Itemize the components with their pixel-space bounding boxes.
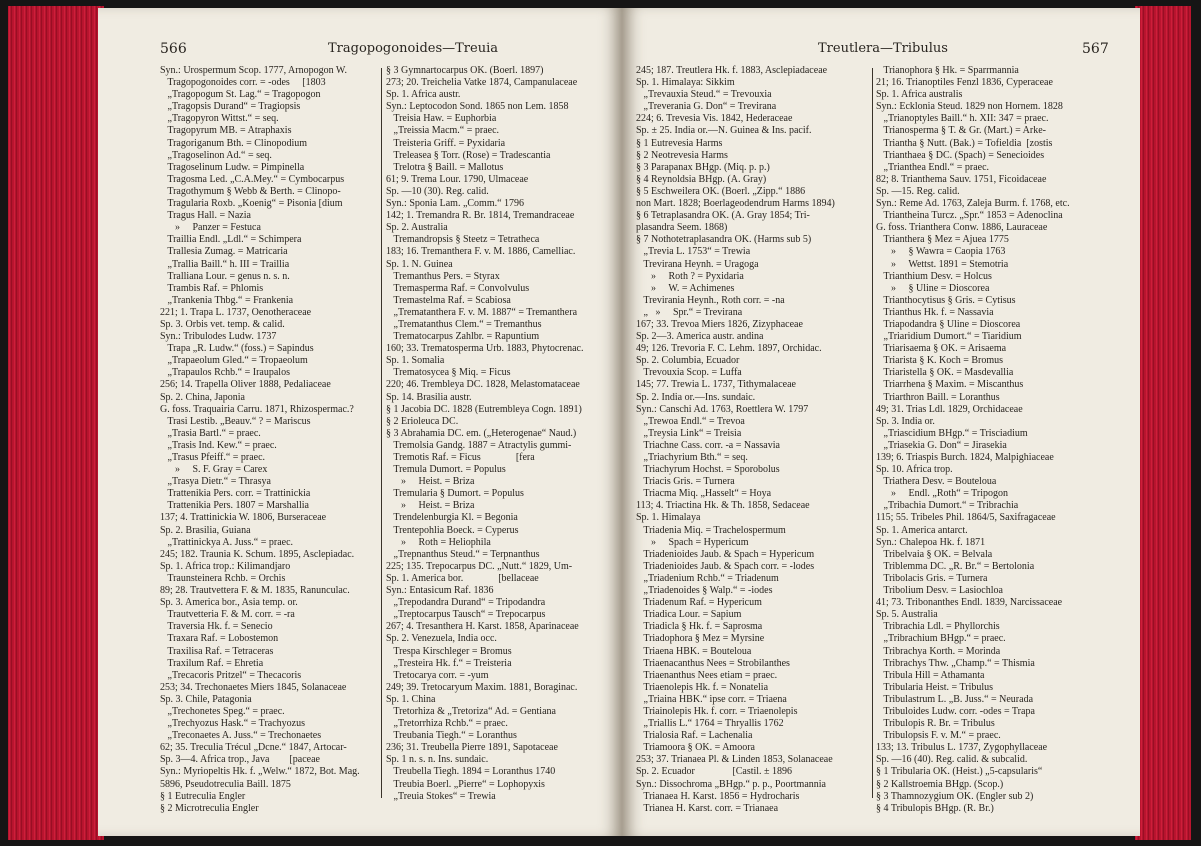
entry-line: Tragopyrum MB. = Atraphaxis (160, 125, 292, 137)
entry-line: Sp. 1. Himalaya (636, 512, 701, 524)
entry-line: „Trevia L. 1753“ = Trewia (636, 246, 751, 258)
entry-line: Triachne Cass. corr. -a = Nassavia (636, 439, 780, 451)
right-column-2 (876, 65, 1122, 815)
entry-line: 49; 126. Trevoria F. C. Lehm. 1897, Orchidac. (636, 343, 822, 355)
entry-line: Sp. 2—3. America austr. andina (636, 331, 764, 343)
entry-line: „Trewoa Endl.“ = Trevoa (636, 415, 745, 427)
page-edges-left (8, 6, 104, 840)
entry-line: Sp. —16 (40). Reg. calid. & subcalid. (876, 754, 1028, 766)
entry-line: » Wettst. 1891 = Stemotria (876, 258, 1009, 270)
entry-line: Tragularia Roxb. „Koenig“ = Pisonia [dium (160, 198, 343, 210)
entry-line: „Triadenium Rchb.“ = Triadenum (636, 572, 779, 584)
entry-line: „Tragopyron Wittst.“ = seq. (160, 113, 279, 125)
column-divider (381, 68, 382, 798)
entry-line: Sp. 1. Africa austr. (386, 89, 461, 101)
entry-line: „Trepodandra Durand“ = Tripodandra (386, 597, 546, 609)
entry-line: „Trapaeolum Gled.“ = Tropaeolum (160, 355, 308, 367)
entry-line: » Spach = Hypericum (636, 536, 749, 548)
entry-line: 183; 16. Tremanthera F. v. M. 1886, Camelliac. (386, 246, 576, 258)
entry-line: Trentepohlia Boeck. = Cyperus (386, 524, 519, 536)
entry-line: § 3 Parapanax BHgp. (Miq. p. p.) (636, 161, 770, 173)
entry-line: „Trechonetes Speg.“ = praec. (160, 705, 285, 717)
entry-line: „Trallia Baill.“ h. III = Traillia (160, 258, 290, 270)
entry-line: „Tragoselinon Ad.“ = seq. (160, 149, 272, 161)
entry-line: Trautvetteria F. & M. corr. = -ra (160, 609, 295, 621)
entry-line: „Trecacoris Pritzel“ = Thecacoris (160, 669, 302, 681)
entry-line: Tretocarya corr. = -yum (386, 669, 489, 681)
entry-line: Triantha § Nutt. (Bak.) = Tofieldia [zostis (876, 137, 1053, 149)
entry-line: Triaena HBK. = Bouteloua (636, 645, 752, 657)
entry-line: 236; 31. Treubella Pierre 1891, Sapotaceae (386, 742, 558, 754)
entry-line: § 3 Gymnartocarpus OK. (Boerl. 1897) (386, 65, 544, 76)
entry-line: „Trechyozus Hask.“ = Trachyozus (160, 718, 305, 730)
entry-line: Sp. 3. Chile, Patagonia (160, 693, 252, 705)
entry-line: Traxilisa Raf. = Tetraceras (160, 645, 274, 657)
entry-line: Tribulopis R. Br. = Tribulus (876, 718, 995, 730)
entry-line: 245; 187. Treutlera Hk. f. 1883, Asclepiadaceae (636, 65, 828, 76)
entry-line: § 2 Microtreculia Engler (160, 802, 259, 814)
entry-line: Tragothymum § Webb & Berth. = Clinopo- (160, 185, 341, 197)
entry-line: Sp. 2. Columbia, Ecuador (636, 355, 740, 367)
entry-line: Trianosperma § T. & Gr. (Mart.) = Arke- (876, 125, 1046, 137)
entry-line: 253; 34. Trechonaetes Miers 1845, Solanaceae (160, 681, 347, 693)
entry-line: „Tribrachium BHgp.“ = praec. (876, 633, 1006, 645)
entry-line: Tribrachia Ldl. = Phyllorchis (876, 621, 1000, 633)
entry-line: § 1 Eutreculia Engler (160, 790, 246, 802)
entry-line: Trattenikia Pers. 1807 = Marshallia (160, 500, 309, 512)
entry-line: „Trematanthera F. v. M. 1887“ = Tremanthera (386, 306, 578, 318)
entry-line: „Trevauxia Steud.“ = Trevouxia (636, 89, 772, 101)
entry-line: Triarisaema § OK. = Arisaema (876, 343, 1007, 355)
left-page-number: 566 (160, 41, 187, 57)
entry-line: Trendelenburgia Kl. = Begonia (386, 512, 518, 524)
entry-line: Trianthocytisus § Gris. = Cytisus (876, 294, 1016, 306)
entry-line: Sp. 1. Himalaya: Sikkim (636, 77, 735, 89)
entry-line: Syn.: Entasicum Raf. 1836 (386, 585, 494, 597)
entry-line: » Endl. „Roth“ = Tripogon (876, 488, 1009, 500)
entry-line: Sp. 3. Orbis vet. temp. & calid. (160, 318, 285, 330)
entry-line: Trambis Raf. = Phlomis (160, 282, 264, 294)
entry-line: „Triaina HBK.“ ipse corr. = Triaena (636, 693, 787, 705)
entry-line: Tragoriganum Bth. = Clinopodium (160, 137, 308, 149)
entry-line: „Treissia Macm.“ = praec. (386, 125, 500, 137)
entry-line: „ » Spr.“ = Trevirana (636, 306, 743, 318)
entry-line: § 4 Tribulopis BHgp. (R. Br.) (876, 802, 994, 814)
entry-line: § 3 Thamnozygium OK. (Engler sub 2) (876, 790, 1034, 802)
entry-line: § 4 Reynoldsia BHgp. (A. Gray) (636, 173, 767, 185)
entry-line: Tremastelma Raf. = Scabiosa (386, 294, 511, 306)
entry-line: „Trapaulos Rchb.“ = Iraupalos (160, 367, 290, 379)
entry-line: „Trianthea Endl.“ = praec. (876, 161, 990, 173)
entry-line: Sp. 1. Somalia (386, 355, 445, 367)
entry-line: Sp. 1. China (386, 693, 436, 705)
entry-line: » W. = Achimenes (636, 282, 735, 294)
entry-line: „Trianoptyles Baill.“ h. XII: 347 = praec. (876, 113, 1049, 125)
entry-line: 145; 77. Trewia L. 1737, Tithymalaceae (636, 379, 796, 391)
entry-line: Tribelvaia § OK. = Belvala (876, 548, 993, 560)
entry-line: 113; 4. Triactina Hk. & Th. 1858, Sedaceae (636, 500, 810, 512)
entry-line: 220; 46. Trembleya DC. 1828, Melastomataceae (386, 379, 580, 391)
entry-line: Triadenia Miq. = Trachelospermum (636, 524, 786, 536)
entry-line: Trapa „R. Ludw.“ (foss.) = Sapindus (160, 343, 314, 355)
entry-line: Triblemma DC. „R. Br.“ = Bertolonia (876, 560, 1035, 572)
entry-line: Triacis Gris. = Turnera (636, 476, 735, 488)
entry-line: „Triaridium Dumort.“ = Tiaridium (876, 331, 1022, 343)
entry-line: 21; 16. Trianoptiles Fenzl 1836, Cyperaceae (876, 77, 1053, 89)
entry-line: Trianthaea § DC. (Spach) = Senecioides (876, 149, 1045, 161)
entry-line: § 2 Kallstroemia BHgp. (Scop.) (876, 778, 1004, 790)
entry-line: 5896, Pseudotreculia Baill. 1875 (160, 778, 291, 790)
entry-line: „Trasis Ind. Kew.“ = praec. (160, 439, 277, 451)
entry-line: » S. F. Gray = Carex (160, 464, 268, 476)
entry-line: Tragopogonoides corr. = -odes [1803 (160, 77, 326, 89)
entry-line: „Tresteira Hk. f.“ = Treisteria (386, 657, 512, 669)
entry-line: „Triachyrium Bth.“ = seq. (636, 452, 748, 463)
entry-line: Sp. —10 (30). Reg. calid. (386, 185, 489, 197)
entry-line: Sp. 3—4. Africa trop., Java [paceae (160, 754, 320, 766)
entry-line: Syn.: Ecklonia Steud. 1829 non Hornem. 1828 (876, 101, 1063, 113)
entry-line: Sp. 10. Africa trop. (876, 464, 953, 476)
entry-line: § 2 Neotrevesia Harms (636, 149, 728, 161)
entry-line: § 1 Jacobia DC. 1828 (Eutrembleya Cogn. 1891) (386, 403, 582, 415)
entry-line: Sp. 5. Australia (876, 609, 938, 621)
entry-line: Sp. 2. Ecuador [Castil. ± 1896 (636, 766, 793, 778)
entry-line: „Trasia Bartl.“ = praec. (160, 427, 261, 439)
entry-line: plasandra Seem. 1868) (636, 222, 728, 234)
entry-line: Sp. 2. Brasilia, Guiana (160, 524, 251, 536)
entry-line: Triaenanthus Nees etiam = praec. (636, 669, 778, 681)
entry-line: § 5 Eschweilera OK. (Boerl. „Zipp.“ 1886 (636, 185, 806, 197)
entry-line: Treubella Tiegh. 1894 = Loranthus 1740 (386, 766, 556, 778)
entry-line: Trianthera § Mez = Ajuea 1775 (876, 234, 1009, 246)
entry-line: Triaristella § OK. = Masdevallia (876, 367, 1014, 379)
entry-line: Tribolacis Gris. = Turnera (876, 572, 988, 584)
entry-line: „Tragopsis Durand“ = Tragiopsis (160, 101, 301, 113)
entry-line: Trespa Kirschleger = Bromus (386, 645, 512, 657)
entry-line: 142; 1. Tremandra R. Br. 1814, Tremandraceae (386, 210, 575, 222)
entry-line: Sp. 2. Venezuela, India occ. (386, 633, 497, 645)
entry-line: Triamoora § OK. = Amoora (636, 742, 755, 754)
entry-line: Traxara Raf. = Lobostemon (160, 633, 279, 645)
entry-line: 139; 6. Triaspis Burch. 1824, Malpighiaceae (876, 452, 1054, 463)
entry-line: Tremolsia Gandg. 1887 = Atractylis gummi- (386, 439, 572, 451)
entry-line: Syn.: Leptocodon Sond. 1865 non Lem. 1858 (386, 101, 569, 113)
right-page (622, 8, 1140, 836)
entry-line: Tribrachys Thw. „Champ.“ = Thismia (876, 657, 1035, 669)
entry-line: Tremula Dumort. = Populus (386, 464, 506, 476)
entry-line: 256; 14. Trapella Oliver 1888, Pedaliaceae (160, 379, 331, 391)
entry-line: 89; 28. Trautvettera F. & M. 1835, Ranunculac. (160, 585, 350, 597)
entry-line: Syn.: Sponia Lam. „Comm.“ 1796 (386, 198, 525, 210)
entry-line: „Treuia Stokes“ = Trewia (386, 790, 496, 802)
entry-line: § 6 Tetraplasandra OK. (A. Gray 1854; Tri- (636, 210, 810, 222)
entry-line: Triadica Lour. = Sapium (636, 609, 742, 621)
entry-line: Triadophora § Mez = Myrsine (636, 633, 765, 645)
entry-line: Tremularia § Dumort. = Populus (386, 488, 524, 500)
right-running-head: Treutlera—Tribulus (818, 41, 948, 56)
entry-line: Traunsteinera Rchb. = Orchis (160, 572, 286, 584)
entry-line: 224; 6. Trevesia Vis. 1842, Hederaceae (636, 113, 793, 125)
entry-line: Syn.: Canschi Ad. 1763, Roettlera W. 1797 (636, 403, 809, 415)
entry-line: 160; 33. Trematosperma Urb. 1883, Phytocrenac. (386, 343, 584, 355)
entry-line: „Trematanthus Clem.“ = Tremanthus (386, 318, 542, 330)
entry-line: Trianophora § Hk. = Sparrmannia (876, 65, 1019, 76)
entry-line: Tragoselinum Ludw. = Pimpinella (160, 161, 305, 173)
entry-line: » Roth ? = Pyxidaria (636, 270, 744, 282)
entry-line: Sp. ± 25. India or.—N. Guinea & Ins. pacif. (636, 125, 812, 137)
entry-line: 137; 4. Trattinickia W. 1806, Burseraceae (160, 512, 327, 524)
entry-line: „Trattinickya A. Juss.“ = praec. (160, 536, 294, 548)
entry-line: Trattenikia Pers. corr. = Trattinickia (160, 488, 311, 500)
entry-line: Triachyrum Hochst. = Sporobolus (636, 464, 780, 476)
entry-line: G. foss. Trianthera Conw. 1886, Lauraceae (876, 222, 1048, 234)
entry-line: Syn.: Tribulodes Ludw. 1737 (160, 331, 277, 343)
entry-line: Tremotis Raf. = Ficus [fera (386, 452, 535, 463)
entry-line: » § Wawra = Caopia 1763 (876, 246, 1006, 258)
entry-line: „Tribachia Dumort.“ = Tribrachia (876, 500, 1019, 512)
entry-line: Triarthron Baill. = Loranthus (876, 391, 1000, 403)
entry-line: Tribulastrum L. „B. Juss.“ = Neurada (876, 693, 1034, 705)
entry-line: „Treverania G. Don“ = Trevirana (636, 101, 777, 113)
entry-line: Syn.: Urospermum Scop. 1777, Arnopogon W. (160, 65, 347, 76)
left-running-head: Tragopogonoides—Treuia (328, 41, 498, 56)
entry-line: Triapodandra § Uline = Dioscorea (876, 318, 1021, 330)
entry-line: Treubia Boerl. „Pierre“ = Lophopyxis (386, 778, 545, 790)
entry-line: § 2 Erioleuca DC. (386, 415, 459, 427)
entry-line: Sp. 2. China, Japonia (160, 391, 245, 403)
entry-line: § 1 Tribularia OK. (Heist.) „5-capsularis“ (876, 766, 1043, 778)
entry-line: Trematocarpus Zahlbr. = Rapuntium (386, 331, 540, 343)
entry-line: Tribolium Desv. = Lasiochloa (876, 585, 1003, 597)
entry-line: Triarista § K. Koch = Bromus (876, 355, 1004, 367)
entry-line: Treisteria Griff. = Pyxidaria (386, 137, 506, 149)
entry-line: » Heist. = Briza (386, 500, 475, 512)
entry-line: „Tretorrhiza Rchb.“ = praec. (386, 718, 508, 730)
entry-line: 273; 20. Treichelia Vatke 1874, Campanulaceae (386, 77, 578, 89)
entry-line: Trematosycea § Miq. = Ficus (386, 367, 511, 379)
entry-line: Triadenioides Jaub. & Spach = Hypericum (636, 548, 815, 560)
entry-line: Sp. 1. America bor. [bellaceae (386, 572, 539, 584)
right-page-number: 567 (1082, 41, 1109, 57)
entry-line: „Treptocarpus Tausch“ = Trepocarpus (386, 609, 546, 621)
entry-line: Sp. 1. America antarct. (876, 524, 968, 536)
entry-line: 62; 35. Treculia Trécul „Dcne.“ 1847, Artocar- (160, 742, 347, 754)
entry-line: Sp. 1. N. Guinea (386, 258, 453, 270)
entry-line: Trevirana Heynh. = Uragoga (636, 258, 759, 270)
entry-line: Triaenacanthus Nees = Strobilanthes (636, 657, 790, 669)
entry-line: 82; 8. Trianthema Sauv. 1751, Ficoidaceae (876, 173, 1047, 185)
entry-line: „Triadenoides § Walp.“ = -iodes (636, 585, 773, 597)
entry-line: 253; 37. Trianaea Pl. & Linden 1853, Solanaceae (636, 754, 833, 766)
entry-line: » Heist. = Briza (386, 476, 475, 488)
entry-line: Trallesia Zumag. = Matricaria (160, 246, 288, 258)
entry-line: Triarrhena § Maxim. = Miscanthus (876, 379, 1024, 391)
entry-line: 267; 4. Tresanthera H. Karst. 1858, Aparinaceae (386, 621, 579, 633)
entry-line: Tribularia Heist. = Tribulus (876, 681, 994, 693)
entry-line: § 7 Nothotetraplasandra OK. (Harms sub 5) (636, 234, 812, 246)
entry-line: „Trepnanthus Steud.“ = Terpnanthus (386, 548, 540, 560)
right-column-1 (636, 65, 876, 815)
entry-line: Sp. 1 n. s. n. Ins. sundaic. (386, 754, 489, 766)
entry-line: Trianea H. Karst. corr. = Trianaea (636, 802, 779, 814)
left-page (98, 8, 622, 836)
entry-line: Tragosma Led. „C.A.Mey.“ = Cymbocarpus (160, 173, 345, 185)
entry-line: „Triasekia G. Don“ = Jirasekia (876, 439, 1007, 451)
entry-line: Sp. 2. Australia (386, 222, 448, 234)
entry-line: Tremanthus Pers. = Styrax (386, 270, 500, 282)
column-divider (872, 68, 873, 798)
entry-line: § 1 Eutrevesia Harms (636, 137, 723, 149)
entry-line: Trevirania Heynh., Roth corr. = -na (636, 294, 785, 306)
entry-line: Traxilum Raf. = Ehretia (160, 657, 264, 669)
entry-line: Syn.: Reme Ad. 1763, Zaleja Burm. f. 1768, etc. (876, 198, 1070, 210)
entry-line: Sp. —15. Reg. calid. (876, 185, 960, 197)
entry-line: Triathera Desv. = Bouteloua (876, 476, 997, 488)
entry-line: 167; 33. Trevoa Miers 1826, Zizyphaceae (636, 318, 803, 330)
entry-line: „Trankenia Thbg.“ = Frankenia (160, 294, 294, 306)
entry-line: Tralliana Lour. = genus n. s. n. (160, 270, 290, 282)
entry-line: Trianaea H. Karst. 1856 = Hydrocharis (636, 790, 800, 802)
entry-line: Trianthus Hk. f. = Nassavia (876, 306, 994, 318)
entry-line: Tragus Hall. = Nazia (160, 210, 251, 222)
entry-line: Tribuloides Ludw. corr. -odes = Trapa (876, 705, 1035, 717)
entry-line: Sp. 3. America bor., Asia temp. or. (160, 597, 298, 609)
entry-line: Trialosia Raf. = Lachenalia (636, 730, 753, 742)
entry-line: Syn.: Myriopeltis Hk. f. „Welw.“ 1872, Bot. Mag. (160, 766, 360, 778)
entry-line: „Triascidium BHgp.“ = Trisciadium (876, 427, 1028, 439)
entry-line: Tribulopsis F. v. M.“ = praec. (876, 730, 1001, 742)
entry-line: Treleasea § Torr. (Rose) = Tradescantia (386, 149, 551, 161)
entry-line: § 3 Abrahamia DC. em. („Heterogenae“ Naud.) (386, 427, 577, 439)
entry-line: „Treconaetes A. Juss.“ = Trechonaetes (160, 730, 322, 742)
entry-line: Triacma Miq. „Hasselt“ = Hoya (636, 488, 772, 500)
entry-line: Triadenioides Jaub. & Spach corr. = -lodes (636, 560, 815, 572)
entry-line: non Mart. 1828; Boerlageodendrum Harms 1894) (636, 198, 835, 210)
entry-line: 133; 13. Tribulus L. 1737, Zygophyllaceae (876, 742, 1048, 754)
entry-line: » § Uline = Dioscorea (876, 282, 990, 294)
entry-line: 49; 31. Trias Ldl. 1829, Orchidaceae (876, 403, 1023, 415)
entry-line: Traversia Hk. f. = Senecio (160, 621, 273, 633)
entry-line: Tremandropsis § Steetz = Tetratheca (386, 234, 540, 246)
entry-line: Sp. 2. India or.—Ins. sundaic. (636, 391, 756, 403)
entry-line: » Panzer = Festuca (160, 222, 261, 234)
entry-line: „Trasya Dietr.“ = Thrasya (160, 476, 271, 488)
entry-line: Syn.: Dissochroma „BHgp.“ p. p., Poortmannia (636, 778, 826, 790)
entry-line: 221; 1. Trapa L. 1737, Oenotheraceae (160, 306, 312, 318)
entry-line: Syn.: Chalepoa Hk. f. 1871 (876, 536, 986, 548)
entry-line: 249; 39. Tretocaryum Maxim. 1881, Boraginac. (386, 681, 578, 693)
entry-line: Tremasperma Raf. = Convolvulus (386, 282, 530, 294)
entry-line: Triadenum Raf. = Hypericum (636, 597, 762, 609)
entry-line: „Treysia Link“ = Treisia (636, 427, 742, 439)
entry-line: 245; 182. Traunia K. Schum. 1895, Asclepiadac. (160, 548, 355, 560)
entry-line: Tribrachya Korth. = Morinda (876, 645, 1001, 657)
left-column-2 (386, 65, 618, 803)
entry-line: Trevouxia Scop. = Luffa (636, 367, 742, 379)
entry-line: Sp. 1. Africa trop.: Kilimandjaro (160, 560, 291, 572)
entry-line: Triainolepis Hk. f. corr. = Triaenolepis (636, 705, 798, 717)
entry-line: G. foss. Traquairia Carru. 1871, Rhizospermac.? (160, 403, 354, 415)
entry-line: „Tragopogum St. Lag.“ = Tragopogon (160, 89, 321, 101)
entry-line: Triadicla § Hk. f. = Saprosma (636, 621, 763, 633)
entry-line: 61; 9. Trema Lour. 1790, Ulmaceae (386, 173, 529, 185)
entry-line: Treubania Tiegh.“ = Loranthus (386, 730, 517, 742)
entry-line: Triaenolepis Hk. f. = Nonatelia (636, 681, 769, 693)
entry-line: „Triallis L.“ 1764 = Thryallis 1762 (636, 718, 784, 730)
entry-line: Trianthium Desv. = Holcus (876, 270, 992, 282)
entry-line: 41; 73. Tribonanthes Endl. 1839, Narcissaceae (876, 597, 1063, 609)
entry-line: Sp. 3. India or. (876, 415, 935, 427)
entry-line: » Roth = Heliophila (386, 536, 491, 548)
entry-line: Traillia Endl. „Ldl.“ = Schimpera (160, 234, 302, 246)
entry-line: Tribula Hill = Athamanta (876, 669, 985, 681)
entry-line: Sp. 14. Brasilia austr. (386, 391, 472, 403)
entry-line: 225; 135. Trepocarpus DC. „Nutt.“ 1829, Um- (386, 560, 573, 572)
page-edges-right (1135, 6, 1191, 840)
entry-line: Tretorhiza & „Tretoriza“ Ad. = Gentiana (386, 705, 556, 717)
entry-line: Triantheina Turcz. „Spr.“ 1853 = Adenoclina (876, 210, 1063, 222)
entry-line: 115; 55. Tribeles Phil. 1864/5, Saxifragaceae (876, 512, 1056, 524)
entry-line: Trelotra § Baill. = Mallotus (386, 161, 504, 173)
entry-line: Trasi Lestib. „Beauv.“ ? = Mariscus (160, 415, 311, 427)
entry-line: „Trasus Pfeiff.“ = praec. (160, 452, 266, 463)
left-column-1 (160, 65, 388, 815)
entry-line: Treisia Haw. = Euphorbia (386, 113, 497, 125)
entry-line: Sp. 1. Africa australis (876, 89, 963, 101)
